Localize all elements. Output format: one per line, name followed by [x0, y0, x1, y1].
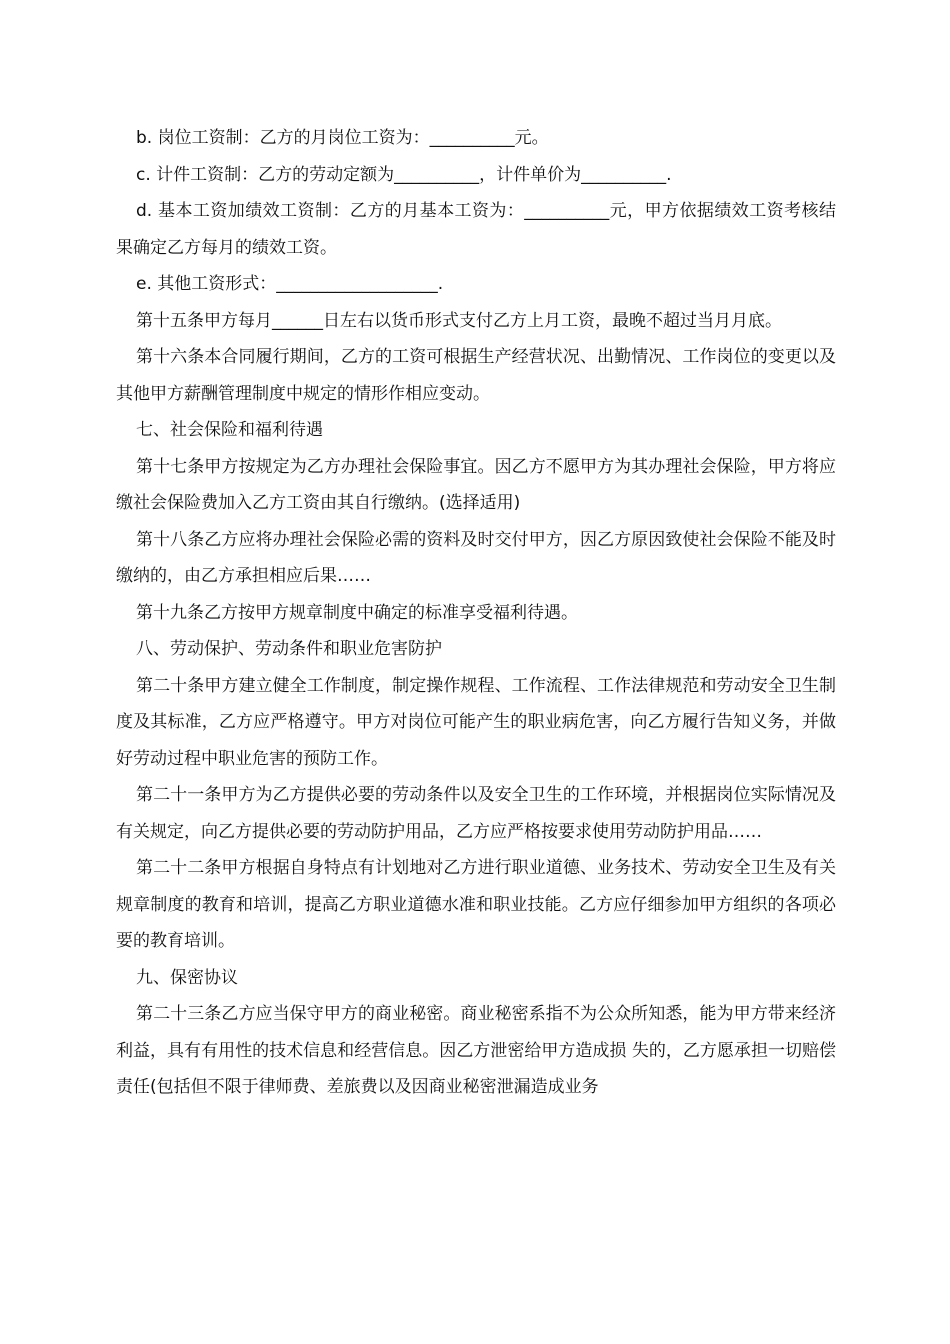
section-9-heading: 九、保密协议: [136, 967, 238, 988]
section-7-heading: 七、社会保险和福利待遇: [136, 420, 323, 440]
clause-c-piece-wage: c. 计件工资制：乙方的劳动定额为__________，计件单价为__________.: [136, 164, 672, 185]
clause-e-other-wage: e. 其他工资形式：___________________.: [136, 274, 444, 294]
article-15: 第十五条甲方每月______日左右以货币形式支付乙方上月工资，最晚不超过当月月底。: [136, 310, 782, 331]
clause-b-position-wage: b. 岗位工资制：乙方的月岗位工资为：__________元。: [136, 128, 549, 148]
article-16: 第十六条本合同履行期间，乙方的工资可根据生产经营状况、出勤情况、工作岗位的变更以及其他甲方薪酬管理制度中规定的情形作相应变动。: [116, 347, 836, 404]
article-23: 第二十三条乙方应当保守甲方的商业秘密。商业秘密系指不为公众所知悉，能为甲方带来经济利益，具有有用性的技术信息和经营信息。因乙方泄密给甲方造成损 失的，乙方愿承担一切赔偿责任(包括但不限于律师费、差旅费以及因商业秘密泄漏造成业务: [116, 1004, 836, 1097]
article-22: 第二十二条甲方根据自身特点有计划地对乙方进行职业道德、业务技术、劳动安全卫生及有关规章制度的教育和培训，提高乙方职业道德水准和职业技能。乙方应仔细参加甲方组织的各项必要的教育培训。: [116, 858, 836, 951]
clause-d-base-performance-wage: d. 基本工资加绩效工资制：乙方的月基本工资为：__________元，甲方依据绩效工资考核结果确定乙方每月的绩效工资。: [116, 201, 836, 258]
article-18: 第十八条乙方应将办理社会保险必需的资料及时交付甲方，因乙方原因致使社会保险不能及时缴纳的，由乙方承担相应后果……: [116, 529, 836, 586]
section-8-heading: 八、劳动保护、劳动条件和职业危害防护: [136, 639, 442, 659]
article-20: 第二十条甲方建立健全工作制度，制定操作规程、工作流程、工作法律规范和劳动安全卫生制度及其标准，乙方应严格遵守。甲方对岗位可能产生的职业病危害，向乙方履行告知义务，并做好劳动过程中职业危害的预防工作。: [116, 675, 836, 769]
article-19: 第十九条乙方按甲方规章制度中确定的标准享受福利待遇。: [136, 602, 578, 623]
article-21: 第二十一条甲方为乙方提供必要的劳动条件以及安全卫生的工作环境，并根据岗位实际情况及有关规定，向乙方提供必要的劳动防护用品，乙方应严格按要求使用劳动防护用品……: [116, 785, 836, 842]
contract-body: [116, 120, 836, 1106]
article-17: 第十七条甲方按规定为乙方办理社会保险事宜。因乙方不愿甲方为其办理社会保险，甲方将应缴社会保险费加入乙方工资由其自行缴纳。(选择适用): [116, 456, 836, 513]
